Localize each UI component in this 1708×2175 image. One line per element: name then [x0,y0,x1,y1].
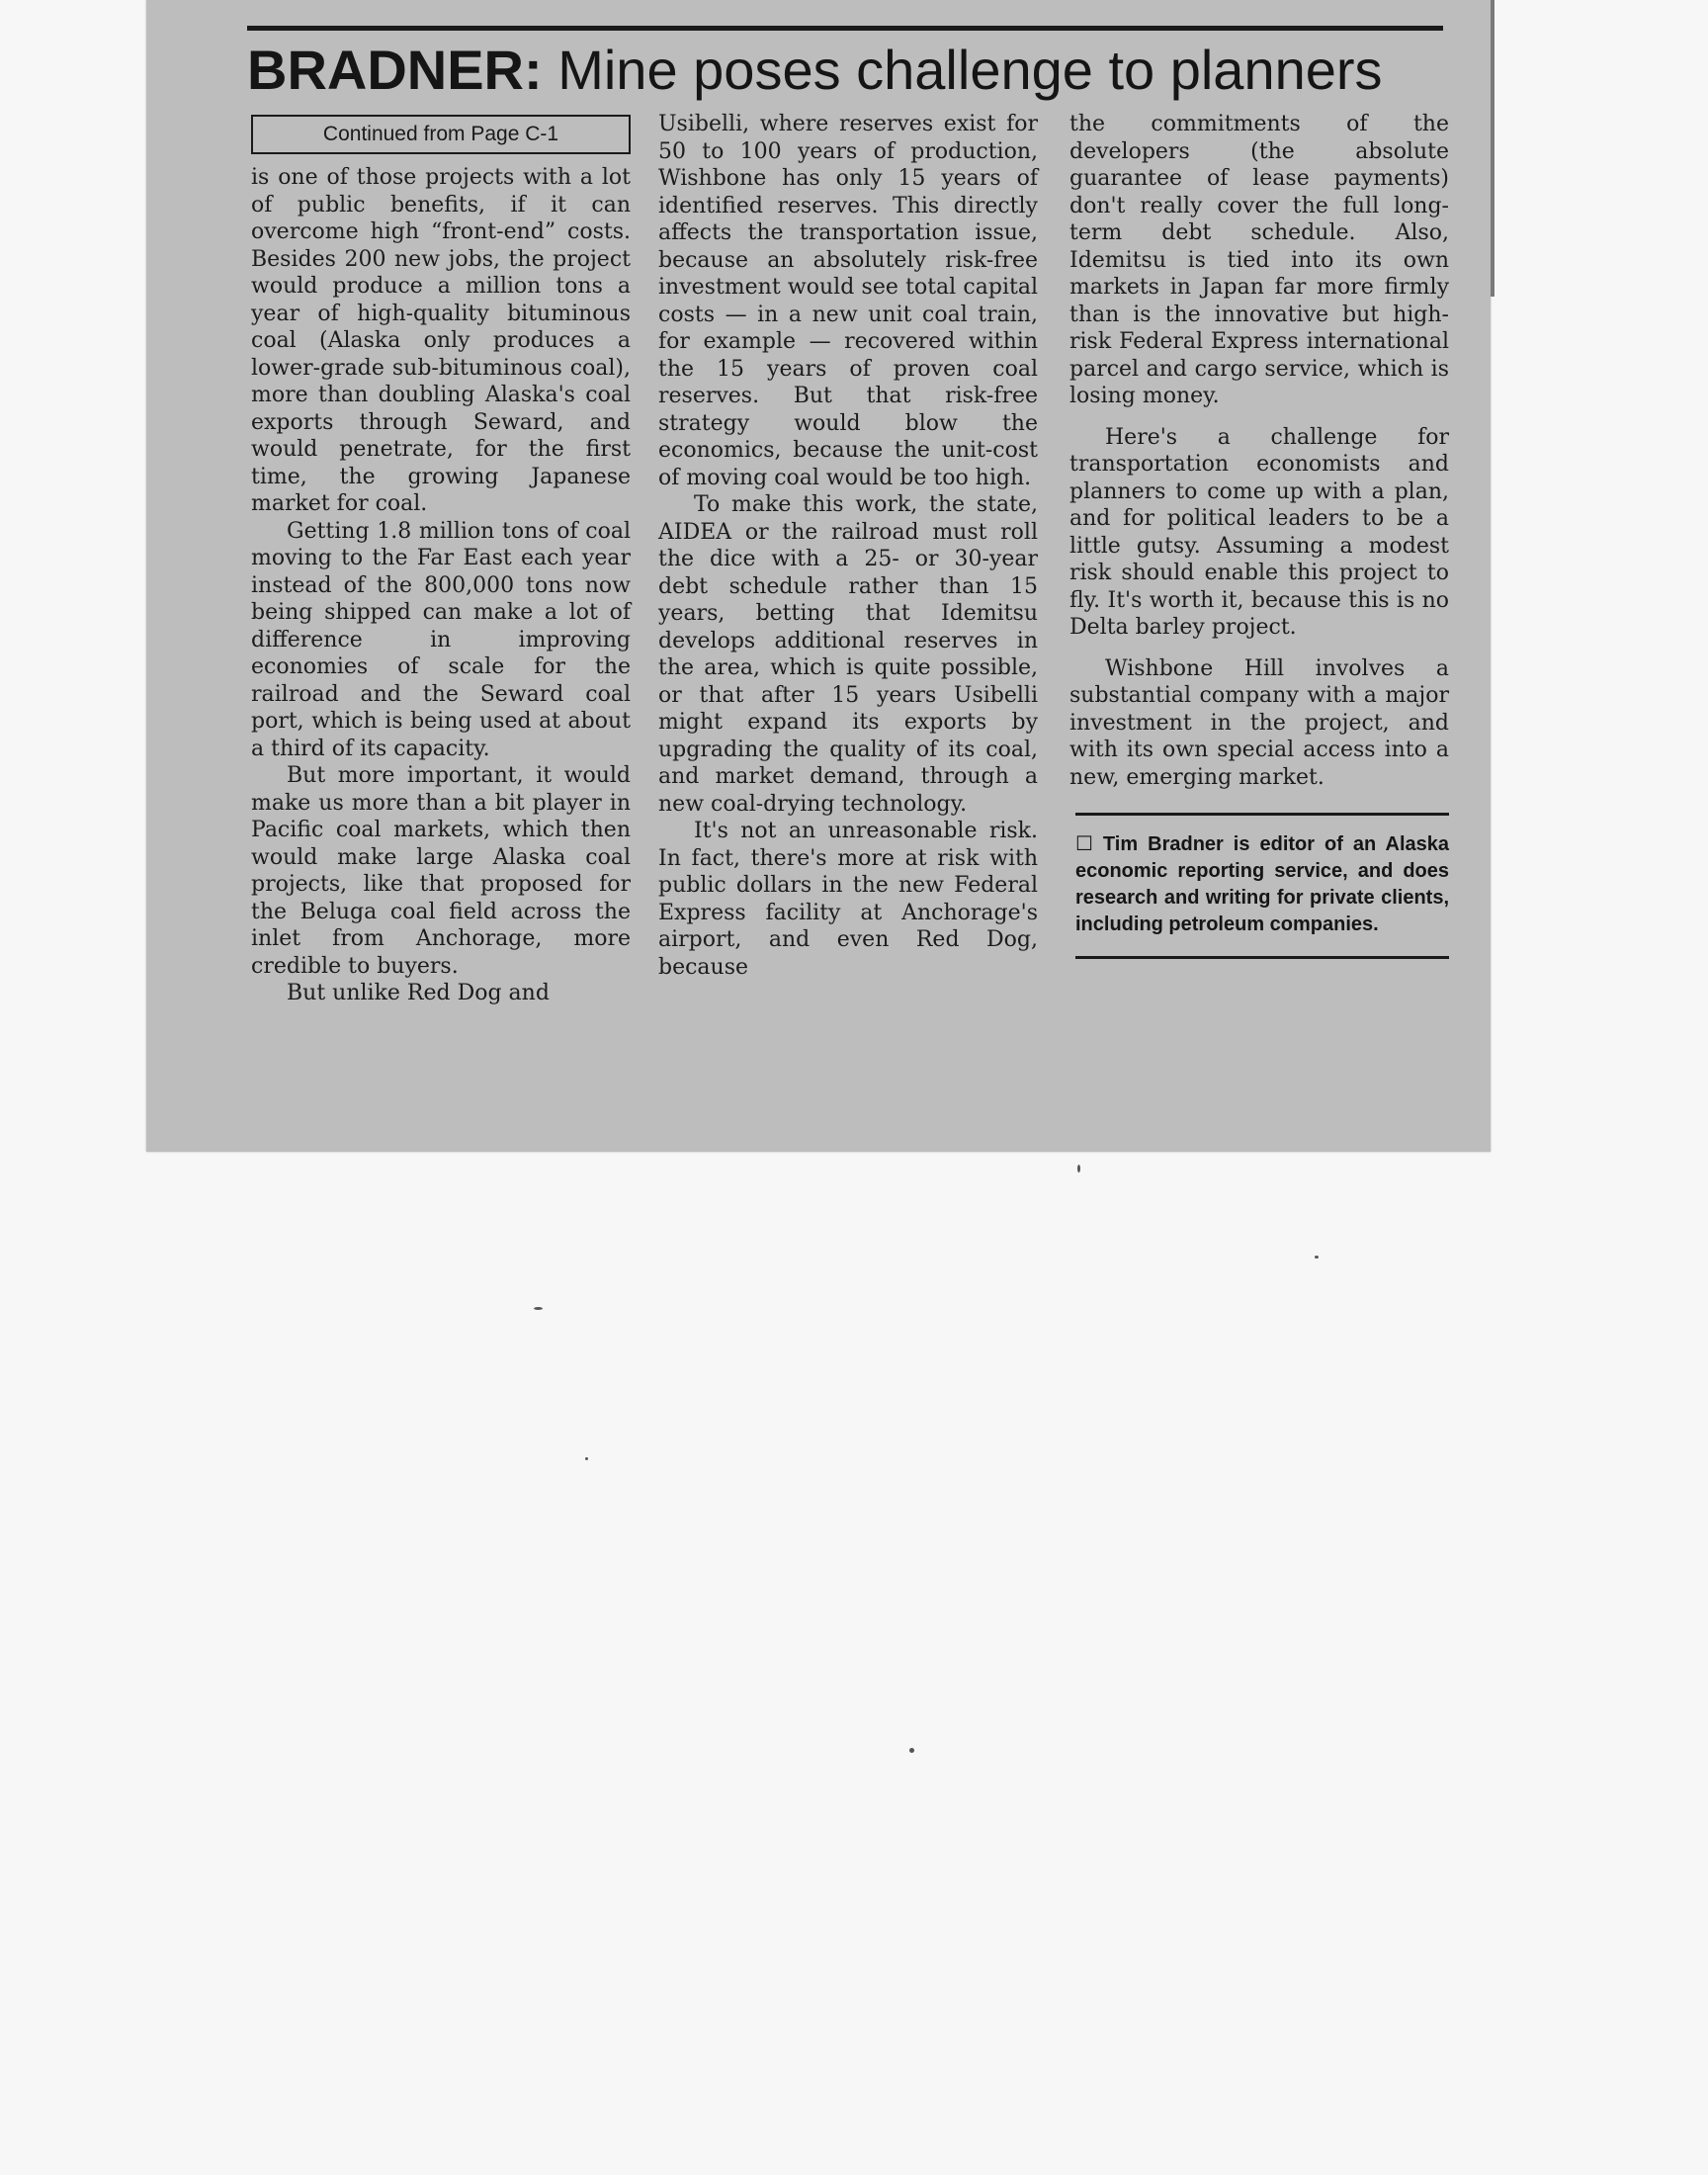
paragraph: Here's a challenge for transportation economists and planners to come up with a plan, and for political leaders to be a little gutsy. Assuming a modest risk should enable this project to fly. It's worth it, because this is no Delta barley project. [1069,424,1449,640]
article-column-2 [658,111,1038,981]
bio-box-icon: ☐ [1075,833,1093,855]
bio-rule-bottom [1075,956,1449,959]
continued-from-box: Continued from Page C-1 [251,115,631,154]
paragraph: Getting 1.8 million tons of coal moving to the Far East each year instead of the 800,000 tons now being shipped can make a lot of difference in improving economies of scale for the railroad and the Seward coal port, which is being used at about a third of its capacity. [251,518,631,761]
author-bio [1075,831,1449,938]
paragraph: But unlike Red Dog and [287,981,550,1005]
headline [247,36,1453,105]
paragraph: the commitments of the developers (the absolute guarantee of lease payments) don't really cover the full long-term debt schedule. Also, Idemitsu is tied into its own markets in Japan far more firmly than is the innovative but high-risk Federal Express international parcel and cargo service, which is losing money. [1069,112,1449,408]
scan-speck [1315,1256,1319,1259]
paragraph: To make this work, the state, AIDEA or the railroad must roll the dice with a 25- or 30-year debt schedule rather than 15 years, betting that Idemitsu develops additional reserves in the area, which is quite possible, or that after 15 years Usibelli might expand its exports by upgrading the quality of its coal, and market demand, through a new coal-drying technology. [658,492,1038,817]
paragraph: Usibelli, where reserves exist for 50 to 100 years of production, Wishbone has only 15 years of identified reserves. This directly affects the transportation issue, because an absolutely risk-free investment would see total capital costs — in a new unit coal train, for example — recovered within the 15 years of proven coal reserves. But that risk-free strategy would blow the economics, because the unit-cost of moving coal would be too high. [658,112,1038,490]
headline-title: Mine poses challenge to planners [542,39,1383,101]
scan-speck [1077,1165,1080,1173]
bio-text: Tim Bradner is editor of an Alaska economic reporting service, and does research and writing for private clients, including petroleum companies. [1075,833,1449,935]
article-column-3 [1069,111,1449,959]
paragraph: is one of those projects with a lot of public benefits, if it can overcome high “front-end” costs. Besides 200 new jobs, the project would produce a million tons a year of high-quality bituminous coal (Alaska only produces a lower-grade sub-bituminous coal), more than doubling Alaska's coal exports through Seward, and would penetrate, for the first time, the growing Japanese market for coal. [251,165,631,516]
scan-speck [909,1748,914,1753]
bio-rule-top [1075,813,1449,816]
headline-kicker: BRADNER: [247,39,543,101]
article-column-1 [251,115,631,1007]
paragraph: Wishbone Hill involves a substantial company with a major investment in the project, and with its own special access into a new, emerging market. [1069,655,1449,790]
paragraph: It's not an unreasonable risk. In fact, there's more at risk with public dollars in the new Federal Express facility at Anchorage's airport, and even Red Dog, because [658,819,1038,980]
scan-speck [534,1307,543,1310]
paragraph: But more important, it would make us more than a bit player in Pacific coal markets, which then would make large Alaska coal projects, like that proposed for the Beluga coal field across the inlet from Anchorage, more credible to buyers. [251,763,631,979]
clipping-shadow-edge [1491,0,1494,297]
scan-speck [585,1457,588,1460]
headline-rule [247,26,1443,31]
